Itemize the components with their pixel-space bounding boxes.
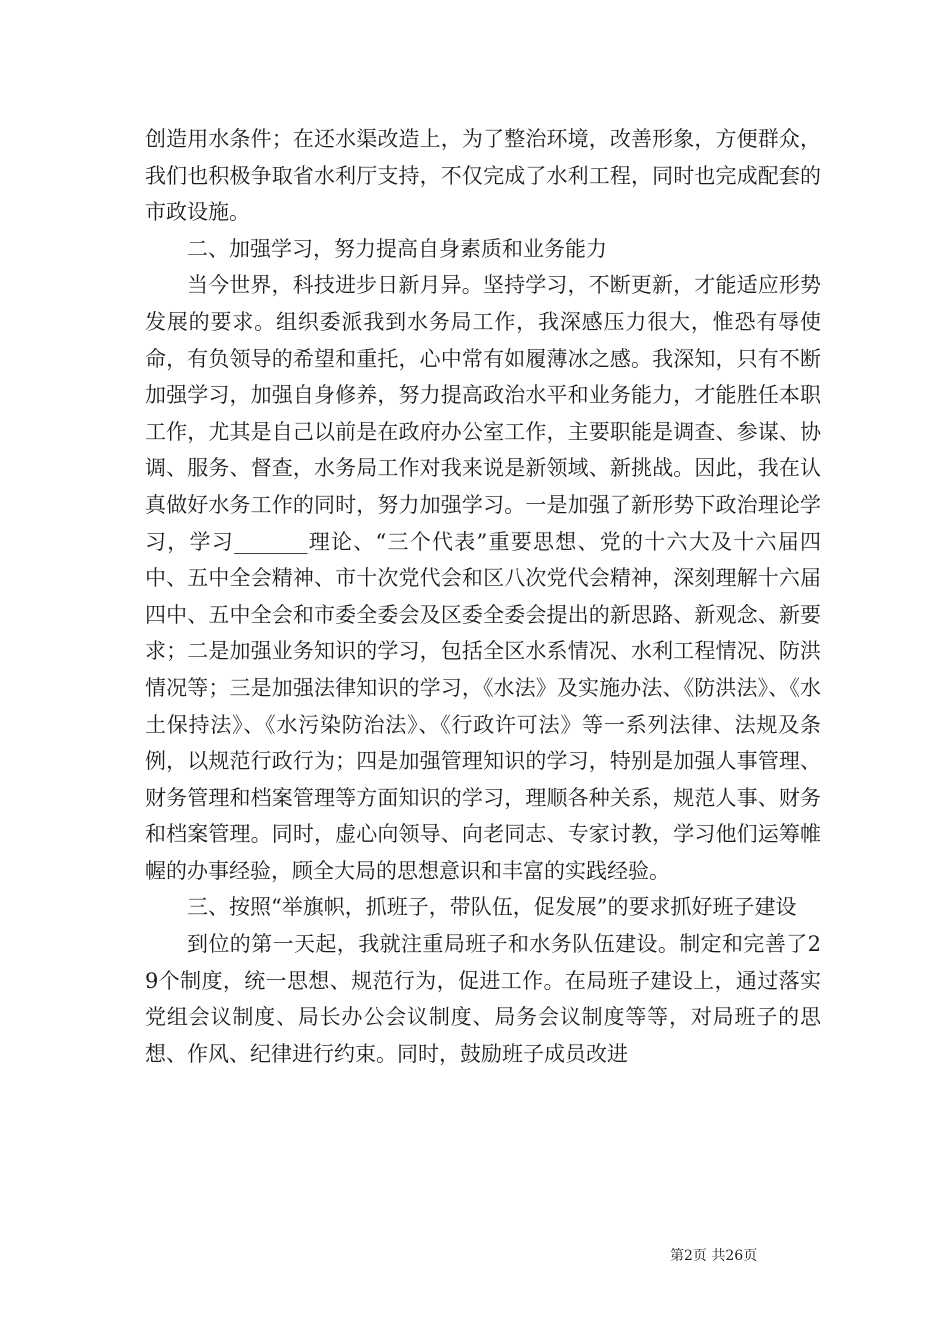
section-heading-3: 三、按照“举旗帜，抓班子，带队伍，促发展”的要求抓好班子建设 [187,895,797,920]
document-body [145,121,821,1072]
footer-prefix: 第 [670,1248,684,1264]
footer-middle: 页 共 [692,1248,726,1264]
paragraph-3: 当今世界，科技进步日新月异。坚持学习，不断更新，才能适应形势发展的要求。组织委派我到水务局工作，我深感压力很大，惟恐有辱使命，有负领导的希望和重托，心中常有如履薄冰之感。我深知，只有不断加强学习，加强自身修养，努力提高政治水平和业务能力，才能胜任本职工作，尤其是自己以前是在政府办公室工作，主要职能是调查、参谋、协调、服务、督查，水务局工作对我来说是新领域、新挑战。因此，我在认真做好水务工作的同时，努力加强学习。一是加强了新形势下政治理论学习，学习_______理论、“三个代表”重要思想、党的十六大及十六届四中、五中全会精神、市十次党代会和区八次党代会精神，深刻理解十六届四中、五中全会和市委全委会及区委全委会提出的新思路、新观念、新要求；二是加强业务知识的学习，包括全区水系情况、水利工程情况、防洪情况等；三是加强法律知识的学习，《水法》及实施办法、《防洪法》、《水土保持法》、《水污染防治法》、《行政许可法》等一系列法律、法规及条例，以规范行政行为；四是加强管理知识的学习，特别是加强人事管理、财务管理和档案管理等方面知识的学习，理顺各种关系，规范人事、财务和档案管理。同时，虚心向领导、向老同志、专家讨教，学习他们运筹帷幄的办事经验，顾全大局的思想意识和丰富的实践经验。 [145,273,821,883]
section-heading-2: 二、加强学习，努力提高自身素质和业务能力 [187,236,607,261]
footer-total-pages: 26 [725,1248,744,1264]
paragraph-1: 创造用水条件；在还水渠改造上，为了整治环境，改善形象，方便群众，我们也积极争取省水利厅支持，不仅完成了水利工程，同时也完成配套的市政设施。 [145,127,821,225]
footer-current-page: 2 [684,1248,693,1264]
paragraph-5: 到位的第一天起，我就注重局班子和水务队伍建设。制定和完善了29个制度，统一思想、规范行为，促进工作。在局班子建设上，通过落实党组会议制度、局长办公会议制度、局务会议制度等等，对局班子的思想、作风、纪律进行约束。同时，鼓励班子成员改进 [145,932,821,1066]
footer-suffix: 页 [743,1248,758,1264]
page-number-footer [670,1245,850,1265]
